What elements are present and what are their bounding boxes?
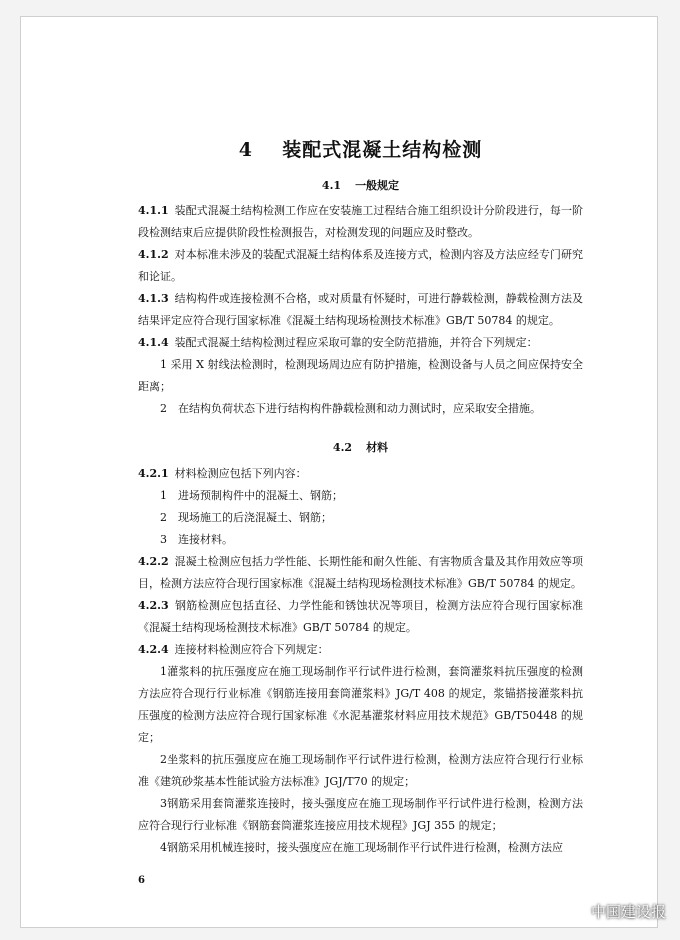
clause-4-2-1 — [138, 463, 583, 485]
list-item: 1 进场预制构件中的混凝土、钢筋； — [160, 489, 343, 502]
list-item — [138, 837, 583, 859]
document-page — [20, 16, 658, 928]
clause-number: 4.2.4 — [138, 643, 169, 656]
clause-4-1-4 — [138, 332, 583, 354]
item-text: 坐浆料的抗压强度应在施工现场制作平行试件进行检测，检测方法应符合现行行业标准《建筑砂浆基本性能试验方法标准》JGJ/T70 的规定； — [138, 753, 583, 788]
section-title: 一般规定 — [355, 179, 400, 192]
clause-number: 4.1.2 — [138, 248, 169, 261]
clause-number: 4.1.1 — [138, 204, 169, 217]
clause-text: 连接材料检测应符合下列规定： — [174, 643, 329, 656]
clause-number: 4.2.2 — [138, 555, 169, 568]
chapter-heading — [138, 135, 583, 162]
wechat-icon — [565, 903, 585, 919]
clause-4-1-2 — [138, 244, 583, 288]
clause-number: 4.2.3 — [138, 599, 169, 612]
source-watermark — [565, 898, 666, 924]
list-item: 2 在结构负荷状态下进行结构构件静载检测和动力测试时，应采取安全措施。 — [160, 402, 541, 415]
section-heading-4-1 — [138, 177, 583, 193]
clause-text: 结构构件或连接检测不合格，或对质量有怀疑时，可进行静载检测，静载检测方法及结果评定应符合现行国家标准《混凝土结构现场检测技术标准》GB/T 50784 的规定。 — [138, 292, 583, 327]
chapter-number: 4 — [238, 139, 253, 161]
clause-4-1-1 — [138, 200, 583, 244]
clause-4-2-2 — [138, 551, 583, 595]
watermark-text: 中国建设报 — [590, 902, 666, 921]
item-number: 3 — [160, 797, 167, 810]
item-number: 4 — [160, 841, 167, 854]
clause-text: 装配式混凝土结构检测过程应采取可靠的安全防范措施，并符合下列规定： — [174, 336, 538, 349]
list-item — [138, 661, 583, 749]
list-item: 1 采用 X 射线法检测时，检测现场周边应有防护措施，检测设备与人员之间应保持安全距离； — [138, 358, 583, 393]
clause-4-2-4 — [138, 639, 583, 661]
clause-text: 材料检测应包括下列内容： — [174, 467, 307, 480]
clause-number: 4.1.3 — [138, 292, 169, 305]
clause-text: 钢筋检测应包括直径、力学性能和锈蚀状况等项目，检测方法应符合现行国家标准《混凝土结构现场检测技术标准》GB/T 50784 的规定。 — [138, 599, 583, 634]
item-number: 2 — [160, 753, 167, 766]
list-item — [138, 793, 583, 837]
list-item — [138, 749, 583, 793]
item-text: 钢筋采用套筒灌浆连接时，接头强度应在施工现场制作平行试件进行检测，检测方法应符合现行行业标准《钢筋套筒灌浆连接应用技术规程》JGJ 355 的规定； — [138, 797, 583, 832]
clause-4-1-3 — [138, 288, 583, 332]
clause-number: 4.1.4 — [138, 336, 169, 349]
section-title: 材料 — [366, 441, 389, 454]
item-text: 灌浆料的抗压强度应在施工现场制作平行试件进行检测，套筒灌浆料抗压强度的检测方法应符合现行行业标准《钢筋连接用套筒灌浆料》JG/T 408 的规定，浆锚搭接灌浆料抗压强度的检测方法应符合现行国家标准《水泥基灌浆材料应用技术规范》GB/T50448 的规定； — [138, 665, 583, 744]
section-number: 4.2 — [332, 441, 353, 454]
clause-number: 4.2.1 — [138, 467, 169, 480]
item-number: 1 — [160, 665, 167, 678]
chapter-title: 装配式混凝土结构检测 — [282, 139, 483, 161]
clause-4-2-3 — [138, 595, 583, 639]
item-text: 钢筋采用机械连接时，接头强度应在施工现场制作平行试件进行检测，检测方法应 — [167, 841, 563, 854]
clause-text: 对本标准未涉及的装配式混凝土结构体系及连接方式，检测内容及方法应经专门研究和论证。 — [138, 248, 583, 283]
section-heading-4-2 — [138, 439, 583, 455]
section-number: 4.1 — [321, 179, 342, 192]
page-number: 6 — [138, 875, 145, 886]
clause-text: 混凝土检测应包括力学性能、长期性能和耐久性能、有害物质含量及其作用效应等项目，检测方法应符合现行国家标准《混凝土结构现场检测技术标准》GB/T 50784 的规定。 — [138, 555, 583, 590]
clause-text: 装配式混凝土结构检测工作应在安装施工过程结合施工组织设计分阶段进行，每一阶段检测结束后应提供阶段性检测报告，对检测发现的问题应及时整改。 — [138, 204, 583, 239]
list-item: 2 现场施工的后浇混凝土、钢筋； — [160, 511, 332, 524]
list-item: 3 连接材料。 — [160, 533, 233, 546]
